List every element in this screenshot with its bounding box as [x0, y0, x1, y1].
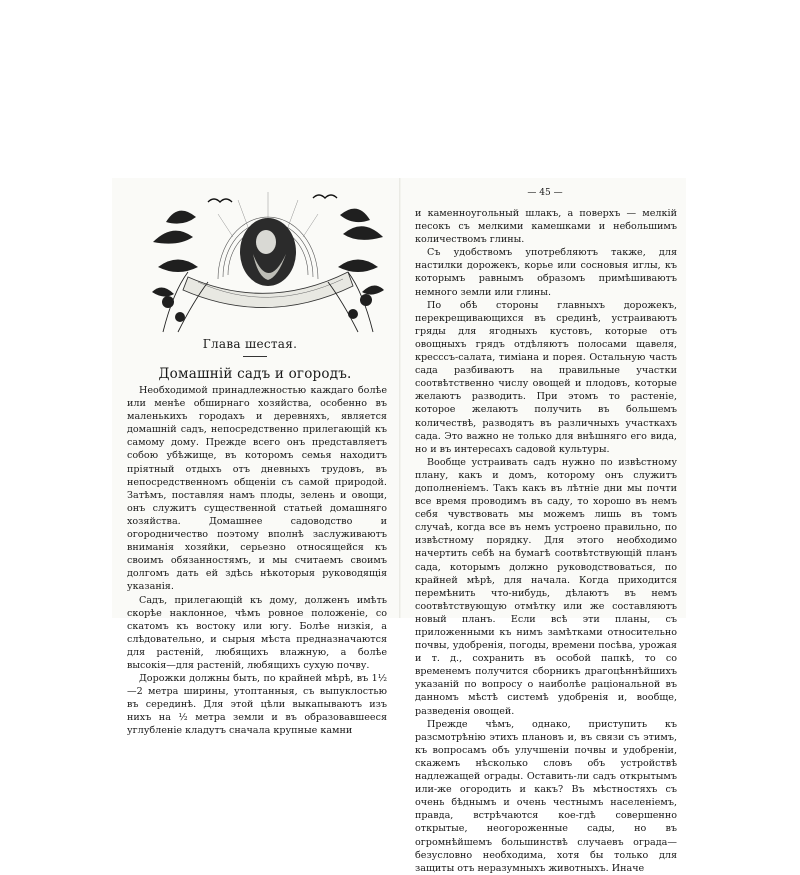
left-page-text-column [127, 384, 387, 738]
paragraph: Необходимой принадлежностью каждаго болѣе или менѣе обширнаго хозяйства, особенно въ маленькихъ городахъ и деревняхъ, является домашній садъ, непосредственно прилегающій къ самому дому. Прежде всего онъ представляетъ собою убѣжище, въ которомъ семья находитъ пріятный отдыхъ отъ дневныхъ трудовъ, въ непосредственномъ общеніи съ самой природой. Затѣмъ, поставляя намъ плоды, зелень и овощи, онъ служитъ существенной статьей домашняго хозяйства. Домашнее садоводство и огородничество поэтому вполнѣ заслуживаютъ вниманія хозяйки, серьезно относящейся къ своимъ обязанностямъ, и мы считаемъ своимъ долгомъ дать ей здѣсь нѣкоторыя руководящія указанія. [127, 385, 387, 593]
page-number: — 45 — [527, 188, 563, 198]
paragraph: и каменноугольный шлакъ, а поверхъ — мелкій песокъ съ мелкими камешками и небольшимъ количествомъ глины. [415, 208, 677, 246]
chapter-label: Глава шестая. [202, 337, 298, 351]
paragraph: Съ удобствомъ употребляютъ также, для настилки дорожекъ, корье или сосновыя иглы, къ которымъ равнымъ образомъ примѣшиваютъ немного земли или глины. [415, 247, 677, 298]
paragraph: Садъ, прилегающій къ дому, долженъ имѣть скорѣе наклонное, чѣмъ ровное положеніе, со скатомъ къ востоку или югу. Болѣе низкія, а слѣдовательно, и сырыя мѣста предназначаются для растеній, любящихъ влажную, а болѣе высокія—для растеній, любящихъ сухую почву. [127, 594, 387, 671]
paragraph: По обѣ стороны главныхъ дорожекъ, перекрещивающихся въ срединѣ, устраиваютъ гряды для ягодныхъ кустовъ, которые отъ овощныхъ грядъ отдѣляютъ полосами щавеля, кресссъ-салата, тиміана и порея. Остальную часть сада разбиваютъ на правильные участки соотвѣтственно числу овощей и плодовъ, которые желаютъ разводить. При этомъ то растеніе, которое желаютъ получить въ большемъ количествѣ, разводятъ въ различныхъ участкахъ сада. Это важно не только для внѣшняго его вида, но и въ интересахъ садовой культуры. [415, 299, 677, 455]
chapter-title: Домашній садъ и огородъ. [158, 366, 352, 382]
chapter-vignette-illustration [148, 182, 388, 342]
book-gutter [399, 178, 401, 618]
right-page-text-column [415, 207, 677, 875]
paragraph: Дорожки должны быть, по крайней мѣрѣ, въ 1½—2 метра ширины, утоптанныя, съ выпуклостью въ серединѣ. Для этой цѣли выкапываютъ изъ нихъ на ½ метра земли и въ образовавшееся углубленіе кладутъ сначала крупные камни [127, 673, 387, 737]
paragraph: Вообще устраивать садъ нужно по извѣстному плану, какъ и домъ, которому онъ служитъ дополненіемъ. Такъ какъ въ лѣтніе дни мы почти все время проводимъ въ саду, то хорошо въ немъ себя чувствовать мы можемъ лишь въ томъ случаѣ, когда все въ немъ устроено правильно, по извѣстному порядку. Для этого необходимо начертить себѣ на бумагѣ соотвѣтствующій планъ сада, которымъ должно руководствоваться, по крайней мѣрѣ, для начала. Когда приходится перемѣнить что-нибудь, дѣлаютъ въ немъ соотвѣтствующую отмѣтку или же составляютъ новый планъ. Если всѣ эти планы, съ приложенными къ нимъ замѣтками относительно почвы, удобренія, погоды, времени посѣва, урожая и т. д., сохранить въ особой папкѣ, то со временемъ получится сборникъ драгоцѣннѣйшихъ указаній по вопросу о наиболѣе раціональной въ данномъ мѣстѣ системѣ удобренія и, вообще, разведенія овощей. [415, 456, 677, 717]
chapter-divider [243, 356, 267, 357]
paragraph: Прежде чѣмъ, однако, приступить къ разсмотрѣнію этихъ плановъ и, въ связи съ этимъ, къ вопросамъ объ улучшеніи почвы и удобреніи, скажемъ нѣсколько словъ объ устройствѣ надлежащей ограды. Оставить-ли садъ открытымъ или-же огородить и какъ? Въ мѣстностяхъ съ очень бѣднымъ и очень честнымъ населеніемъ, правда, встрѣчаются кое-гдѣ совершенно открытые, неогороженные сады, но въ огромнѣйшемъ большинствѣ случаевъ ограда—безусловно необходима, хотя бы только для защиты отъ неразумныхъ животныхъ. Иначе [415, 718, 677, 874]
